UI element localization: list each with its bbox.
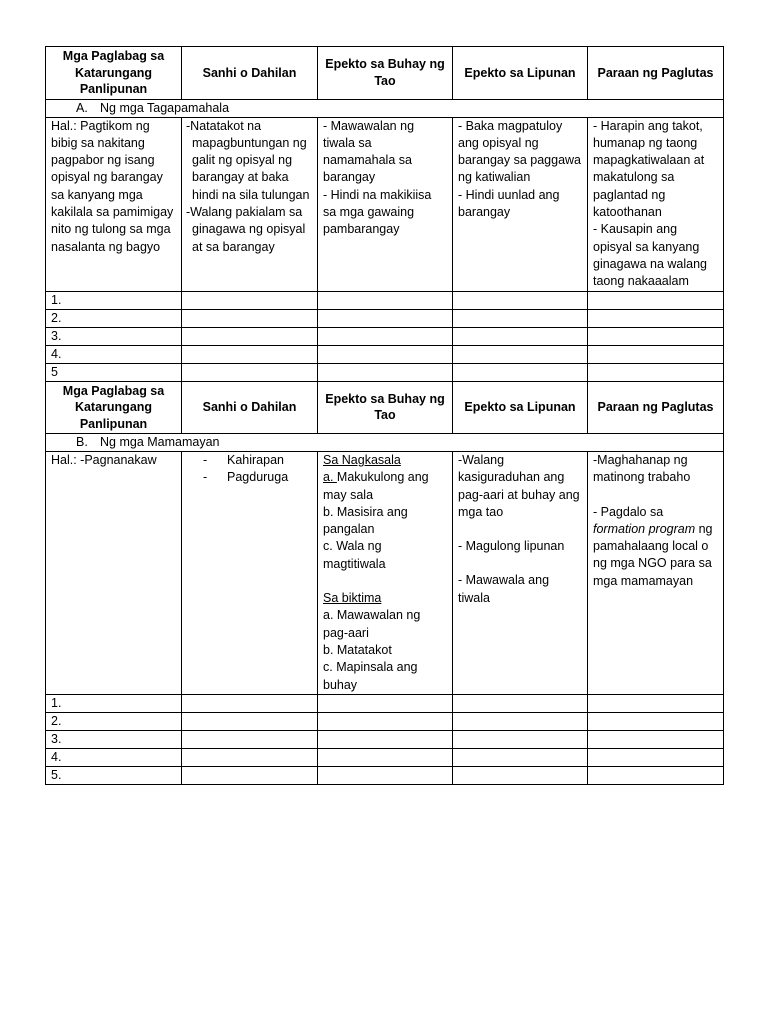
answer-cell[interactable] <box>588 363 724 381</box>
answer-cell[interactable] <box>453 749 588 767</box>
section-b-row <box>46 434 724 452</box>
header-sanhi: Sanhi o Dahilan <box>182 47 318 100</box>
answer-cell[interactable] <box>453 291 588 309</box>
section-b-title: B. Ng mga Mamamayan <box>46 434 724 452</box>
answer-cell[interactable] <box>318 327 453 345</box>
answer-cell[interactable] <box>453 767 588 785</box>
answer-cell[interactable] <box>453 713 588 731</box>
section-b-example-row <box>46 452 724 695</box>
answer-cell[interactable] <box>182 291 318 309</box>
example-b-paglutas: -Maghahanap ng matinong trabaho - Pagdalo sa formation program ng pamahalaang local o ng mga NGO para sa mga mamamayan <box>588 452 724 695</box>
answer-cell[interactable] <box>588 767 724 785</box>
table-header-row-2 <box>46 381 724 434</box>
answer-cell[interactable] <box>318 713 453 731</box>
answer-cell[interactable] <box>588 695 724 713</box>
section-a-title: A. Ng mga Tagapamahala <box>46 99 724 117</box>
header-epekto-buhay: Epekto sa Buhay ng Tao <box>318 47 453 100</box>
answer-cell[interactable] <box>318 291 453 309</box>
answer-cell[interactable] <box>182 767 318 785</box>
answer-cell[interactable] <box>318 345 453 363</box>
answer-cell[interactable] <box>182 309 318 327</box>
example-a-paglabag: Hal.: Pagtikom ng bibig sa nakitang pagpabor ng isang opisyal ng barangay sa kanyang mga kakilala sa pamimigay nito ng tulong sa mga nasalanta ng bagyo <box>46 117 182 291</box>
table-row <box>46 731 724 749</box>
header-epekto-buhay: Epekto sa Buhay ng Tao <box>318 381 453 434</box>
answer-cell[interactable] <box>182 363 318 381</box>
table-row <box>46 363 724 381</box>
answer-cell[interactable] <box>588 309 724 327</box>
answer-cell[interactable] <box>588 345 724 363</box>
answer-cell[interactable] <box>318 767 453 785</box>
table-row <box>46 749 724 767</box>
example-b-epekto-lipunan: -Walang kasiguraduhan ang pag-aari at buhay ang mga tao - Magulong lipunan - Mawawala ang tiwala <box>453 452 588 695</box>
table-row <box>46 309 724 327</box>
section-a-example-row <box>46 117 724 291</box>
answer-cell[interactable] <box>588 327 724 345</box>
answer-cell[interactable] <box>588 731 724 749</box>
table-row <box>46 695 724 713</box>
row-number: 4. <box>46 345 182 363</box>
answer-cell[interactable] <box>588 749 724 767</box>
row-number: 3. <box>46 731 182 749</box>
table-header-row <box>46 47 724 100</box>
answer-cell[interactable] <box>453 345 588 363</box>
header-sanhi: Sanhi o Dahilan <box>182 381 318 434</box>
answer-cell[interactable] <box>453 309 588 327</box>
answer-cell[interactable] <box>318 749 453 767</box>
example-a-sanhi: -Natatakot na mapagbuntungan ng galit ng opisyal ng barangay at baka hindi na sila tulungan -Walang pakialam sa ginagawa ng opisyal at sa barangay <box>182 117 318 291</box>
answer-cell[interactable] <box>588 713 724 731</box>
answer-cell[interactable] <box>182 345 318 363</box>
example-b-epekto-buhay: Sa Nagkasala a. Makukulong ang may sala b. Masisira ang pangalan c. Wala ng magtitiwala Sa biktima a. Mawawalan ng pag-aari b. Matatakot c. Mapinsala ang buhay <box>318 452 453 695</box>
example-b-sanhi: - Kahirapan - Pagduruga <box>182 452 318 695</box>
row-number: 5 <box>46 363 182 381</box>
header-paglabag: Mga Paglabag sa Katarungang Panlipunan <box>46 47 182 100</box>
answer-cell[interactable] <box>453 363 588 381</box>
header-epekto-lipunan: Epekto sa Lipunan <box>453 381 588 434</box>
header-paglabag: Mga Paglabag sa Katarungang Panlipunan <box>46 381 182 434</box>
table-row <box>46 345 724 363</box>
answer-cell[interactable] <box>182 327 318 345</box>
row-number: 1. <box>46 291 182 309</box>
answer-cell[interactable] <box>318 363 453 381</box>
section-a-row <box>46 99 724 117</box>
example-a-epekto-buhay: - Mawawalan ng tiwala sa namamahala sa barangay - Hindi na makikiisa sa mga gawaing pambarangay <box>318 117 453 291</box>
table-row <box>46 291 724 309</box>
answer-cell[interactable] <box>453 695 588 713</box>
answer-cell[interactable] <box>318 731 453 749</box>
header-paglutas: Paraan ng Paglutas <box>588 381 724 434</box>
answer-cell[interactable] <box>453 327 588 345</box>
row-number: 2. <box>46 309 182 327</box>
social-justice-table <box>45 46 724 785</box>
table-row <box>46 767 724 785</box>
answer-cell[interactable] <box>318 695 453 713</box>
table-row <box>46 713 724 731</box>
row-number: 1. <box>46 695 182 713</box>
answer-cell[interactable] <box>453 731 588 749</box>
answer-cell[interactable] <box>182 731 318 749</box>
answer-cell[interactable] <box>588 291 724 309</box>
table-row <box>46 327 724 345</box>
example-b-paglabag: Hal.: -Pagnanakaw <box>46 452 182 695</box>
row-number: 3. <box>46 327 182 345</box>
answer-cell[interactable] <box>182 713 318 731</box>
answer-cell[interactable] <box>182 695 318 713</box>
answer-cell[interactable] <box>182 749 318 767</box>
example-a-epekto-lipunan: - Baka magpatuloy ang opisyal ng barangay sa paggawa ng katiwalian - Hindi uunlad ang barangay <box>453 117 588 291</box>
row-number: 2. <box>46 713 182 731</box>
answer-cell[interactable] <box>318 309 453 327</box>
example-a-paglutas: - Harapin ang takot, humanap ng taong mapagkatiwalaan at makatulong sa paglantad ng katoothanan - Kausapin ang opisyal sa kanyang ginagawa na walang taong nakaaalam <box>588 117 724 291</box>
row-number: 5. <box>46 767 182 785</box>
row-number: 4. <box>46 749 182 767</box>
header-paglutas: Paraan ng Paglutas <box>588 47 724 100</box>
header-epekto-lipunan: Epekto sa Lipunan <box>453 47 588 100</box>
